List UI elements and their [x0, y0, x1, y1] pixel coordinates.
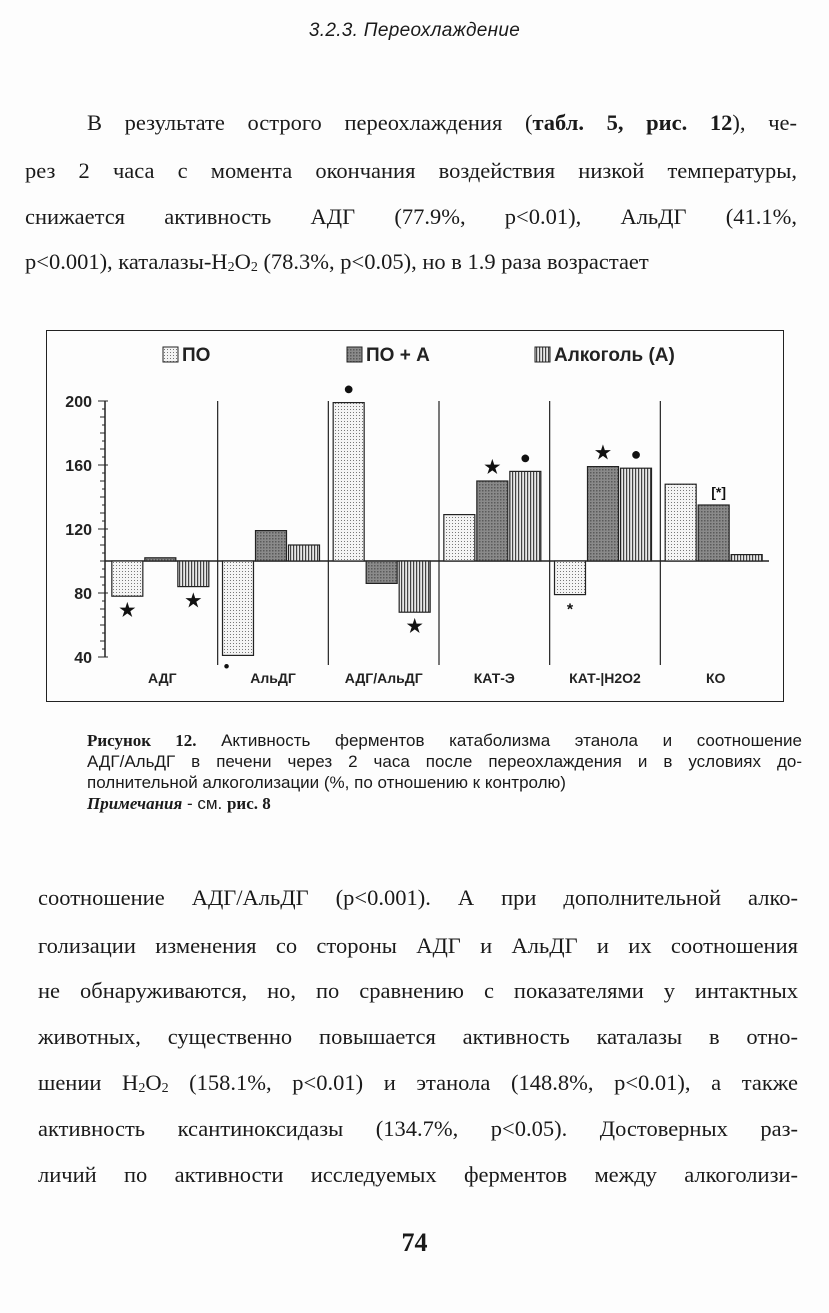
text-line: не обнаруживаются, но, по сравнению с показателями у интактных [38, 978, 798, 1003]
category-label: АДГ [148, 670, 177, 686]
text-run: шении Н [38, 1070, 139, 1095]
text-line: личий по активности исследуемых ферментов между алкоголизи- [38, 1162, 798, 1187]
note-text: - см. [182, 794, 227, 813]
bar [145, 558, 176, 561]
category-label: КАТ-Э [473, 670, 515, 686]
bar [555, 561, 586, 595]
y-tick-label: 80 [74, 586, 92, 603]
bar [223, 561, 254, 655]
text-line: рез 2 часа с момента окончания воздействия низкой температуры, [25, 158, 797, 183]
y-tick-label: 120 [65, 522, 92, 539]
bar [399, 561, 430, 612]
significance-marker: * [566, 601, 574, 619]
figure-caption [87, 730, 802, 814]
significance-marker: [*] [711, 484, 727, 500]
legend-label: ПО + А [366, 345, 430, 366]
text-line [25, 249, 649, 275]
caption-text: Активность ферментов катаболизма этанола и соотношение [196, 731, 803, 750]
note-label: Примечания [87, 794, 183, 813]
text-line: снижается активность АДГ (77.9%, р<0.01), АльДГ (41.1%, [25, 204, 797, 229]
text-line: соотношение АДГ/АльДГ (р<0.001). А при дополнительной алко- [38, 885, 798, 910]
legend-label: ПО [182, 345, 211, 366]
text-line: активность ксантиноксидазы (134.7%, р<0.05). Достоверных раз- [38, 1116, 798, 1141]
section-header: 3.2.3. Переохлаждение [308, 20, 521, 41]
category-label: КАТ-|Н2О2 [569, 670, 641, 686]
y-tick-label: 40 [74, 650, 92, 667]
subscript: 2 [227, 260, 235, 275]
text-run: р<0.001), каталазы-Н [25, 249, 228, 274]
bar [289, 545, 320, 561]
bar [256, 531, 287, 561]
significance-marker: ● [519, 447, 531, 468]
significance-marker: ★ [594, 442, 612, 463]
category-label: КО [705, 670, 726, 686]
bar [665, 484, 696, 561]
figure-chart [46, 330, 784, 702]
legend-swatch [535, 347, 550, 362]
legend-label: Алкоголь (А) [554, 345, 675, 366]
text-line: животных, существенно повышается активность каталазы в отно- [38, 1024, 798, 1049]
page-number: 74 [401, 1228, 428, 1257]
bar [444, 515, 475, 561]
significance-marker: ★ [406, 616, 423, 637]
bar [366, 561, 397, 583]
bar [621, 468, 652, 561]
subscript: 2 [138, 1081, 146, 1096]
bar [333, 403, 364, 561]
text-run-bold: табл. 5, рис. 12 [532, 110, 733, 135]
bar [588, 467, 619, 561]
caption-note [87, 793, 802, 814]
significance-marker: ● [343, 378, 355, 399]
text-run: В результате острого переохлаждения ( [87, 110, 533, 135]
significance-marker: ★ [119, 600, 136, 621]
significance-marker: • [223, 658, 230, 676]
note-reference: рис. 8 [226, 794, 271, 813]
y-tick-label: 160 [65, 458, 92, 475]
legend-swatch [347, 347, 362, 362]
bar [510, 471, 541, 561]
significance-marker: ★ [484, 457, 501, 477]
text-run: О [145, 1070, 162, 1095]
subscript: 2 [250, 260, 258, 275]
text-run: ), че- [732, 110, 797, 135]
text-line [38, 1070, 798, 1096]
text-line [87, 110, 797, 136]
significance-marker: ● [630, 444, 642, 465]
category-label: АДГ/АльДГ [344, 670, 423, 686]
significance-marker: ★ [185, 590, 202, 611]
y-tick-label: 200 [65, 394, 92, 411]
bar-chart [47, 331, 785, 703]
bar [112, 561, 143, 596]
caption-line: АДГ/АльДГ в печени через 2 часа после переохлаждения и в условиях до- [87, 752, 802, 771]
bar [477, 481, 508, 561]
bar [731, 555, 762, 561]
subscript: 2 [161, 1081, 169, 1096]
text-run: (78.3%, р<0.05), но в 1.9 раза возрастает [257, 249, 649, 274]
caption-line [87, 730, 802, 751]
caption-label: Рисунок 12. [87, 731, 197, 750]
legend-swatch [163, 347, 178, 362]
caption-line: полнительной алкоголизации (%, по отношению к контролю) [87, 773, 566, 792]
category-label: АльДГ [250, 670, 296, 686]
text-run: О [234, 249, 251, 274]
bar [178, 561, 209, 587]
text-line: голизации изменения со стороны АДГ и АльДГ и их соотношения [38, 933, 798, 958]
bar [698, 505, 729, 561]
text-run: (158.1%, р<0.01) и этанола (148.8%, р<0.01), а также [168, 1070, 798, 1095]
